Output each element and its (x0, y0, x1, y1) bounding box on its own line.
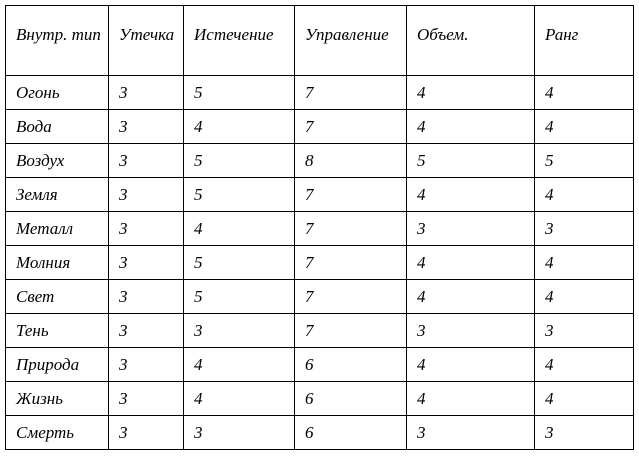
cell-leak: 3 (109, 212, 184, 246)
cell-rank: 5 (535, 144, 634, 178)
cell-type: Земля (6, 178, 109, 212)
cell-outflow: 5 (184, 246, 295, 280)
cell-rank: 4 (535, 110, 634, 144)
cell-type: Воздух (6, 144, 109, 178)
cell-outflow: 4 (184, 348, 295, 382)
cell-leak: 3 (109, 144, 184, 178)
cell-rank: 4 (535, 280, 634, 314)
cell-type: Свет (6, 280, 109, 314)
cell-volume: 3 (407, 314, 535, 348)
header-outflow: Истечение (184, 6, 295, 76)
cell-volume: 4 (407, 382, 535, 416)
table-row (6, 76, 634, 110)
cell-type: Жизнь (6, 382, 109, 416)
cell-control: 7 (295, 246, 407, 280)
cell-outflow: 5 (184, 76, 295, 110)
cell-type: Молния (6, 246, 109, 280)
cell-volume: 3 (407, 416, 535, 450)
cell-leak: 3 (109, 280, 184, 314)
header-volume: Объем. (407, 6, 535, 76)
table-row (6, 348, 634, 382)
table-row (6, 110, 634, 144)
cell-leak: 3 (109, 178, 184, 212)
cell-rank: 4 (535, 246, 634, 280)
header-rank: Ранг (535, 6, 634, 76)
cell-outflow: 5 (184, 144, 295, 178)
cell-type: Металл (6, 212, 109, 246)
element-stats-table (5, 5, 634, 450)
cell-type: Тень (6, 314, 109, 348)
cell-control: 7 (295, 76, 407, 110)
cell-rank: 4 (535, 76, 634, 110)
cell-outflow: 3 (184, 314, 295, 348)
table-row (6, 212, 634, 246)
table-header (6, 6, 634, 76)
cell-outflow: 5 (184, 178, 295, 212)
cell-type: Огонь (6, 76, 109, 110)
cell-control: 6 (295, 348, 407, 382)
cell-outflow: 4 (184, 212, 295, 246)
header-control: Управление (295, 6, 407, 76)
cell-leak: 3 (109, 382, 184, 416)
table-row (6, 178, 634, 212)
cell-control: 7 (295, 212, 407, 246)
cell-volume: 4 (407, 110, 535, 144)
table-row (6, 144, 634, 178)
cell-rank: 3 (535, 314, 634, 348)
cell-rank: 4 (535, 348, 634, 382)
cell-outflow: 5 (184, 280, 295, 314)
header-row (6, 6, 634, 76)
cell-control: 8 (295, 144, 407, 178)
cell-rank: 3 (535, 416, 634, 450)
cell-outflow: 4 (184, 110, 295, 144)
cell-rank: 4 (535, 382, 634, 416)
table-body (6, 76, 634, 450)
cell-volume: 4 (407, 246, 535, 280)
header-leak: Утечка (109, 6, 184, 76)
cell-control: 7 (295, 110, 407, 144)
table-row (6, 416, 634, 450)
table-row (6, 382, 634, 416)
cell-control: 7 (295, 178, 407, 212)
cell-volume: 4 (407, 280, 535, 314)
cell-outflow: 3 (184, 416, 295, 450)
cell-control: 6 (295, 416, 407, 450)
cell-rank: 3 (535, 212, 634, 246)
cell-rank: 4 (535, 178, 634, 212)
table-row (6, 246, 634, 280)
cell-outflow: 4 (184, 382, 295, 416)
table-row (6, 280, 634, 314)
cell-volume: 4 (407, 348, 535, 382)
cell-control: 6 (295, 382, 407, 416)
cell-leak: 3 (109, 416, 184, 450)
cell-type: Природа (6, 348, 109, 382)
cell-volume: 4 (407, 76, 535, 110)
cell-type: Смерть (6, 416, 109, 450)
cell-volume: 5 (407, 144, 535, 178)
cell-leak: 3 (109, 76, 184, 110)
cell-volume: 4 (407, 178, 535, 212)
cell-volume: 3 (407, 212, 535, 246)
cell-control: 7 (295, 280, 407, 314)
cell-leak: 3 (109, 314, 184, 348)
cell-leak: 3 (109, 348, 184, 382)
cell-leak: 3 (109, 246, 184, 280)
header-inner-type: Внутр. тип (6, 6, 109, 76)
cell-type: Вода (6, 110, 109, 144)
cell-leak: 3 (109, 110, 184, 144)
cell-control: 7 (295, 314, 407, 348)
table-row (6, 314, 634, 348)
